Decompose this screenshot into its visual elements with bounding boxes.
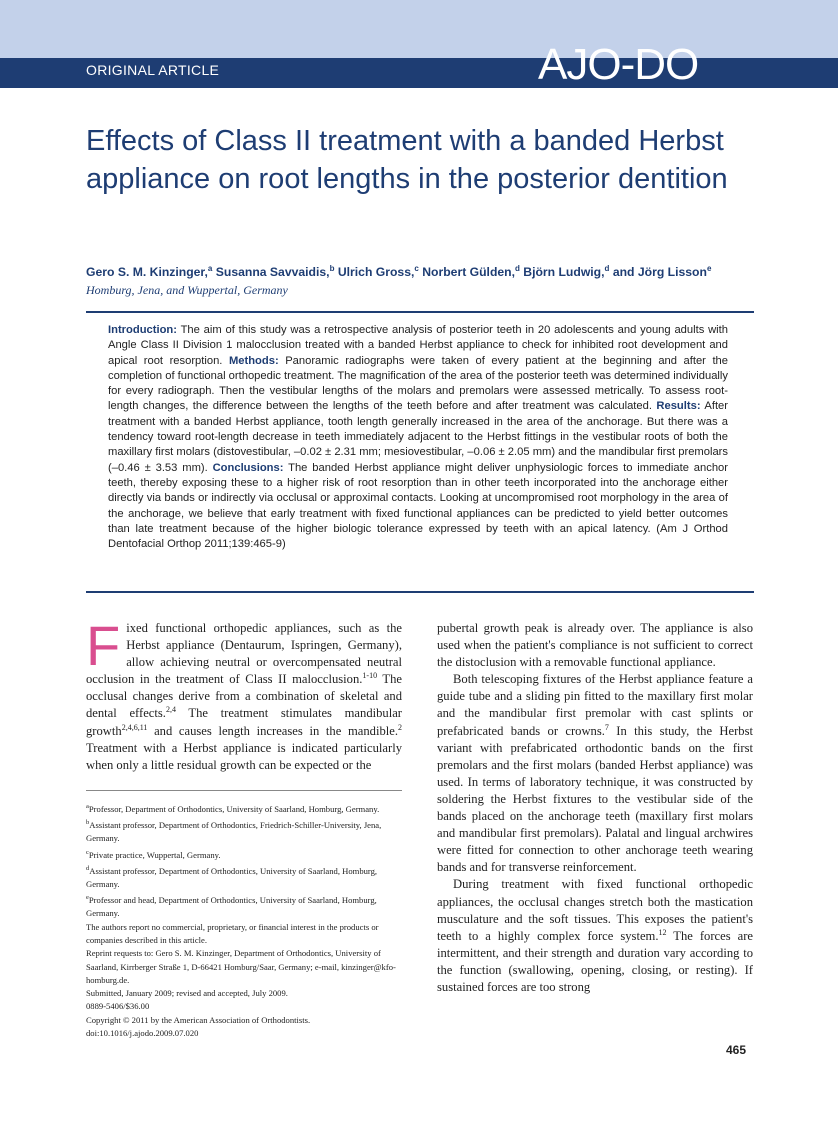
author-name: Ulrich Gross, [337, 265, 415, 280]
body-text: and causes length increases in the mandible. [147, 723, 398, 738]
body-paragraph [437, 876, 753, 996]
author-name: Susanna Savvaidis, [215, 265, 330, 280]
reference-mark[interactable]: 2,4,6,11 [121, 722, 148, 732]
reference-mark[interactable]: 1-10 [362, 671, 378, 681]
body-paragraph: pubertal growth peak is already over. The appliance is also used when the patient's compliance is not sufficient to correct the distoclusion with a removable functional appliance. [437, 621, 753, 670]
header-top-band [0, 0, 838, 58]
footnote: $^e$Professor and head, Department of Orthodontics, University of Saarland, Homburg, Germany. [86, 894, 377, 919]
footnotes [86, 800, 402, 1040]
footnote-interest: The authors report no commercial, proprietary, or financial interest in the products or companies described in this article. [86, 921, 379, 945]
footnote-reprint: Reprint requests to: Gero S. M. Kinzinger, Department of Orthodontics, University of Saarland, Kirrberger Straße 1, D-66421 Homburg/Saar, Germany; e-mail, kinzinger@kfo-homburg.de. [86, 948, 396, 985]
body-paragraph [437, 671, 753, 876]
section-label: ORIGINAL ARTICLE [86, 62, 220, 78]
author-affiliation-mark: a [207, 264, 213, 273]
footnote-divider [86, 790, 402, 791]
author-list [86, 264, 766, 279]
abstract-methods: Panoramic radiographs were taken of every patient at the beginning and after the completion of functional orthopedic treatment. The magnification of the area of the posterior teeth was determined individually for every radiograph. Then the vestibular lengths of the molars and premolars were assessed metrically. To assess root-length changes, the difference between the lengths of the teeth before and after treatment was calculated. [108, 354, 728, 413]
reference-mark[interactable]: 12 [658, 927, 667, 937]
article-title: Effects of Class II treatment with a banded Herbst appliance on root lengths in the posterior dentition [86, 125, 728, 195]
footnote: $^b$Assistant professor, Department of Orthodontics, Friedrich-Schiller-University, Jena, Germany. [86, 819, 382, 844]
body-text: During treatment with fixed functional orthopedic appliances, the occlusal changes stretch both the mastication musculature and the soft tissues. This exposes the patient's teeth to a highly complex force system. [437, 877, 753, 943]
body-paragraph [86, 614, 402, 774]
drop-cap: F [86, 614, 121, 677]
author-affiliation-mark: b [329, 264, 335, 273]
footnote-copyright: Copyright © 2011 by the American Association of Orthodontists. [86, 1014, 311, 1025]
body-column-right [437, 620, 753, 996]
body-text: The treatment stimulates mandibular growth [86, 706, 402, 738]
abstract-heading-conclusions: Conclusions: [212, 461, 284, 474]
body-text: The forces are intermittent, and their strength and duration vary according to the function (swallowing, opening, closing, or resting). If sustained forces are too strong [437, 928, 754, 994]
footnote-issn: 0889-5406/$36.00 [86, 1001, 150, 1012]
body-text: The occlusal changes derive from a combination of skeletal and dental effects. [86, 672, 402, 721]
author-affiliation-mark: d [604, 264, 610, 273]
body-text: Treatment with a Herbst appliance is indicated particularly when only a little residual growth can be expected or the [86, 740, 402, 772]
footnote: $^c$Private practice, Wuppertal, Germany. [86, 848, 221, 860]
footnote: $^d$Assistant professor, Department of Orthodontics, University of Saarland, Homburg, Germany. [86, 864, 378, 889]
abstract [108, 323, 728, 552]
footnote-submitted: Submitted, January 2009; revised and accepted, July 2009. [86, 988, 288, 999]
abstract-heading-introduction: Introduction: [108, 324, 177, 336]
journal-logo: AJO-DO [538, 40, 699, 89]
reference-mark[interactable]: 7 [604, 722, 609, 732]
author-name: Björn Ludwig, [523, 265, 605, 280]
abstract-heading-methods: Methods: [228, 354, 279, 367]
author-name: Gero S. M. Kinzinger, [86, 265, 208, 280]
body-text: Both telescoping fixtures of the Herbst appliance feature a guide tube and a sliding pin fitted to the maxillary first molar and the mandibular first premolar with cast splints or prefabricated bands or crowns. [437, 672, 753, 738]
author-affiliation-mark: e [706, 264, 712, 273]
author-affiliation-mark: d [515, 264, 520, 273]
author-location: Homburg, Jena, and Wuppertal, Germany [86, 283, 288, 297]
author-name: and Jörg Lisson [612, 265, 707, 280]
author-affiliation-mark: c [414, 264, 419, 273]
footnote-doi[interactable]: doi:10.1016/j.ajodo.2009.07.020 [86, 1028, 199, 1039]
body-text: In this study, the Herbst variant with prefabricated orthodontic bands on the first premolars and the first molars (banded Herbst appliance) was used. In terms of laboratory technique, it was constructed by soldering the Herbst fixtures to the vestibular side of the bands placed on the anchorage teeth (maxillary first molars and mandibular first premolars). Palatal and lingual archwires were fitted for connection to other anchorage teeth wearing bands and for transverse reinforcement. [437, 723, 753, 875]
abstract-conclusions: The banded Herbst appliance might deliver unphysiologic forces to immediate anchor teeth, thereby exposing these to a higher risk of root resorption than in other teeth incorporated into the anchorage either directly via bands or indirectly via occlusal or approximal contacts. Looking at uncompromised root morphology in the area of the anchorage, we believe that early treatment with fixed functional appliances can be predicted to yield better outcomes than late treatment because of the higher biologic tolerance expressed by teeth with an apical latency. (Am J Orthod Dentofacial Orthop 2011;139:465-9) [108, 461, 728, 551]
page-number: 465 [726, 1043, 747, 1057]
abstract-heading-results: Results: [656, 400, 701, 413]
reference-mark[interactable]: 2,4 [165, 705, 176, 715]
body-text: ixed functional orthopedic appliances, such as the Herbst appliance (Dentaurum, Ispringen, Germany), allow achieving neutral or overcompensated neutral occlusion in the treatment of Class II malocclusion. [86, 621, 402, 687]
body-column-left [86, 614, 402, 774]
author-name: Norbert Gülden, [422, 265, 515, 280]
reference-mark[interactable]: 2 [398, 722, 402, 732]
footnote: $^a$Professor, Department of Orthodontics, University of Saarland, Homburg, Germany. [86, 803, 380, 814]
abstract-introduction: The aim of this study was a retrospective analysis of posterior teeth in 20 adolescents and young adults with Angle Class II Division 1 malocclusion treated with a banded Herbst appliance to check for inhibited root development and apical root resorption. [108, 324, 728, 367]
abstract-results: After treatment with a banded Herbst appliance, tooth length generally increased in the area of the anchorage. But there was a tendency toward root-length decrease in teeth immediately adjacent to the Herbst fittings in the vestibular roots of both the maxillary first molars (distovestibular, –0.02 ± 2.31 mm; mesiovestibular, –0.06 ± 2.05 mm) and the mandibular first premolars (–0.46 ± 3.53 mm). [108, 400, 729, 474]
